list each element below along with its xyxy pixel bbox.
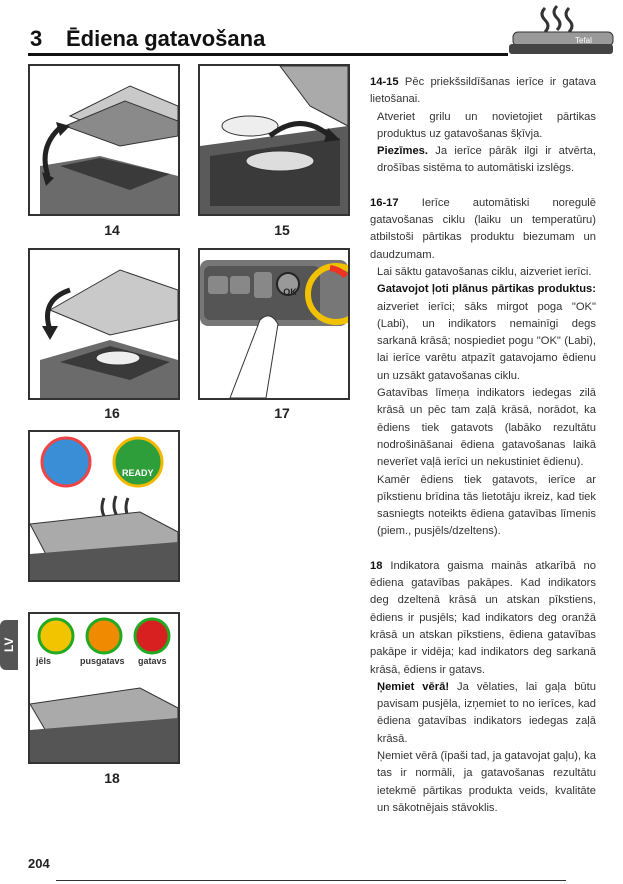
instructions-column [370, 74, 596, 817]
note-text: Ja ierīce pārāk ilgi ir atvērta, drošības sistēma to automātiski izslēgs. [377, 145, 596, 175]
thin-food-text: aizveriet ierīci; sāks mirgot poga "OK" (Labi), un indikators nemainīgi degs sarkanā krāsā; nospiediet pogu "OK" (Labi), lai ierīce varētu atpazīt gatavojamo ēdienu un uzsākt gatavošanas ciklu. [377, 300, 596, 382]
section-title: Ēdiena gatavošana [66, 26, 266, 51]
step-16-17-text-5: Kamēr ēdiens tiek gatavots, ierīce ar pīkstienu brīdina tās lietotāju ikreiz, kad tiek sasniegts noteikts ēdiena gatavības līmenis (piem., pusjēls/dzeltens). [377, 473, 596, 538]
doneness-medium-label: pusgatavs [80, 656, 125, 666]
figure-17-label: 17 [274, 405, 290, 421]
step-18-text-3: Ņemiet vērā (īpaši tad, ja gatavojat gaļu), ka tas ir normāli, ja gatavošanas rezultātu ietekmē pārtikas produkta veids, kvalitāte un sākotnējais stāvoklis. [377, 749, 596, 814]
step-18-warning [370, 679, 596, 748]
figure-15 [198, 64, 350, 216]
step-18-text: Indikatora gaisma mainās atkarībā no ēdiena gatavības pakāpes. Kad indikators deg dzeltenā krāsā un atskan pīkstiens, ēdiens ir pusjēls; kad indikators deg oranžā krāsā un atskan pīkstiens, ēdiena gatavības pakāpe ir vidēja; kad indikators deg sarkanā krāsā, ēdiens ir gatavs. [370, 559, 597, 676]
step-16-17-text: Ierīce automātiski noregulē gatavošanas ciklu (laiku un temperatūru) atbilstoši pārtikas produktu biezumam un daudzumam. [370, 196, 596, 261]
doneness-well-done-label: gatavs [138, 656, 167, 666]
ok-button: OK [283, 287, 297, 297]
section-heading [30, 26, 265, 52]
step-16-17-paragraph [370, 195, 596, 264]
doneness-indicator-illustration [30, 614, 178, 762]
language-tab: LV [0, 620, 18, 670]
step-18-number: 18 [370, 559, 383, 572]
warning-label: Ņemiet vērā! [377, 680, 450, 693]
figure-17-indicators [28, 430, 180, 582]
figure-14-label: 14 [104, 222, 120, 238]
grill-opening-illustration [30, 66, 178, 214]
figure-14 [28, 64, 180, 216]
step-16-17-text-2: Lai sāktu gatavošanas ciklu, aizveriet ierīci. [377, 265, 592, 278]
step-14-15-note [370, 143, 596, 178]
grill-icon [505, 4, 617, 58]
step-18-paragraph [370, 558, 596, 679]
page-number: 204 [28, 856, 50, 871]
warning-text: Ja vēlaties, lai gaļa būtu pavisam pusjēla, izņemiet to no ierīces, kad ēdiena gatavības indikators iedegas zaļā krāsā. [377, 680, 596, 745]
figure-15-label: 15 [274, 222, 290, 238]
step-14-15-text-2: Atveriet grilu un novietojiet pārtikas produktus uz gatavošanas šķīvja. [377, 110, 596, 140]
footer-rule [56, 880, 566, 881]
figure-18-label: 18 [104, 770, 120, 786]
thin-food-label: Gatavojot ļoti plānus pārtikas produktus: [377, 283, 596, 296]
step-16-17-number: 16-17 [370, 196, 399, 209]
figure-16 [28, 248, 180, 400]
control-panel-illustration [200, 250, 348, 398]
indicator-blue-green-illustration [30, 432, 178, 580]
step-16-17-thin-food [370, 281, 596, 385]
step-14-15-text: Pēc priekšsildīšanas ierīce ir gatava lietošanai. [370, 76, 597, 106]
section-number: 3 [30, 26, 43, 51]
doneness-rare-label: jēls [36, 656, 52, 666]
food-placement-illustration [200, 66, 348, 214]
figure-18 [28, 612, 180, 764]
brand-label: Tefal [575, 36, 592, 45]
heading-rule [28, 53, 508, 56]
figure-17 [198, 248, 350, 400]
note-label: Piezīmes. [377, 145, 428, 158]
figure-16-label: 16 [104, 405, 120, 421]
grill-closing-illustration [30, 250, 178, 398]
step-16-17-text-4: Gatavības līmeņa indikators iedegas zilā krāsā un pēc tam zaļā krāsā, norādot, ka ēdiens tiek gatavots (labāko rezultātu nodrošināšanai ēdiena gatavošanas laikā neverīet vaļā ierīci un nekustiniet ēdienu). [377, 387, 596, 469]
step-14-15-paragraph [370, 74, 596, 109]
ready-label: READY [122, 468, 154, 478]
step-14-15-number: 14-15 [370, 76, 399, 88]
